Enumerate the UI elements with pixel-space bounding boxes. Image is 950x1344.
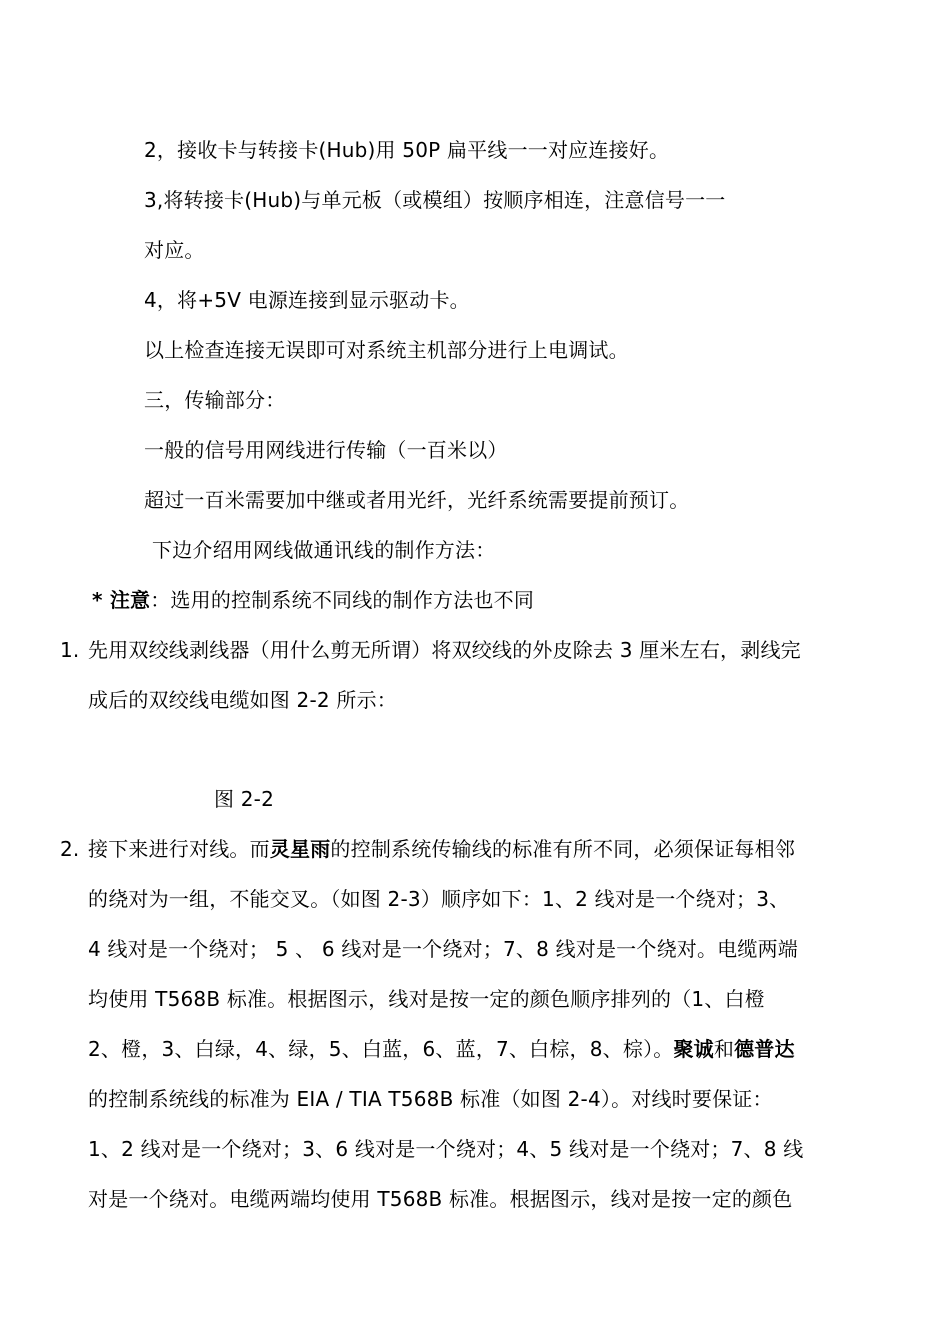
list-item-1-text: 先用双绞线剥线器（用什么剪无所谓）将双绞线的外皮除去 3 厘米左右，剥线完 <box>88 638 801 662</box>
step-2-line: 2，接收卡与转接卡(Hub)用 50P 扁平线一一对应连接好。 <box>144 138 670 162</box>
list-item-2-number: 2. <box>60 837 80 861</box>
step-3-line: 3,将转接卡(Hub)与单元板（或模组）按顺序相连，注意信号一一 <box>144 188 726 212</box>
list-item-1-line-1 <box>60 636 801 664</box>
list-item-2-line-8: 对是一个绕对。电缆两端均使用 T568B 标准。根据图示，线对是按一定的颜色 <box>88 1187 793 1211</box>
transmission-note-2: 超过一百米需要加中继或者用光纤，光纤系统需要提前预订。 <box>144 488 690 512</box>
conjunction-text: 和 <box>713 1037 735 1061</box>
transmission-note-1: 一般的信号用网线进行传输（一百米以） <box>144 438 508 462</box>
check-instruction: 以上检查连接无误即可对系统主机部分进行上电调试。 <box>144 338 629 362</box>
list-item-2-line-2: 的绕对为一组，不能交叉。（如图 2-3）顺序如下：1、2 线对是一个绕对；3、 <box>88 887 790 911</box>
list-item-2-line-7: 1、2 线对是一个绕对；3、6 线对是一个绕对；4、5 线对是一个绕对；7、8 线 <box>88 1137 804 1161</box>
method-intro: 下边介绍用网线做通讯线的制作方法： <box>152 538 496 562</box>
attention-note <box>92 586 534 614</box>
list-item-2-text-pre: 接下来进行对线。而 <box>88 837 270 861</box>
list-item-2-line-4: 均使用 T568B 标准。根据图示，线对是按一定的颜色顺序排列的（1、白橙 <box>88 987 765 1011</box>
list-item-2-line-6: 的控制系统线的标准为 EIA / TIA T568B 标准（如图 2-4）。对线时要保证： <box>88 1087 773 1111</box>
list-item-1-line-2: 成后的双绞线电缆如图 2-2 所示： <box>88 688 397 712</box>
step-4-line: 4，将+5V 电源连接到显示驱动卡。 <box>144 288 470 312</box>
step-3-continuation: 对应。 <box>144 238 205 262</box>
list-item-2-text-post: 的控制系统传输线的标准有所不同，必须保证每相邻 <box>330 837 796 861</box>
attention-label: * 注意 <box>92 588 151 612</box>
section-heading-transmission: 三，传输部分： <box>144 388 286 412</box>
list-item-2-line-3: 4 线对是一个绕对； 5 、 6 线对是一个绕对；7、8 线对是一个绕对。电缆两端 <box>88 937 798 961</box>
brand-depuda: 德普达 <box>734 1037 795 1061</box>
list-item-2-line-1 <box>60 835 795 863</box>
list-item-1-number: 1. <box>60 638 80 662</box>
color-order-text: 2、橙，3、白绿，4、绿，5、白蓝，6、蓝，7、白棕，8、棕）。 <box>88 1037 674 1061</box>
attention-text: ：选用的控制系统不同线的制作方法也不同 <box>150 588 535 612</box>
figure-caption-2-2: 图 2-2 <box>214 787 275 811</box>
brand-jucheng: 聚诚 <box>673 1037 714 1061</box>
brand-linxingyu: 灵星雨 <box>269 837 331 861</box>
list-item-2-line-5 <box>88 1035 795 1063</box>
